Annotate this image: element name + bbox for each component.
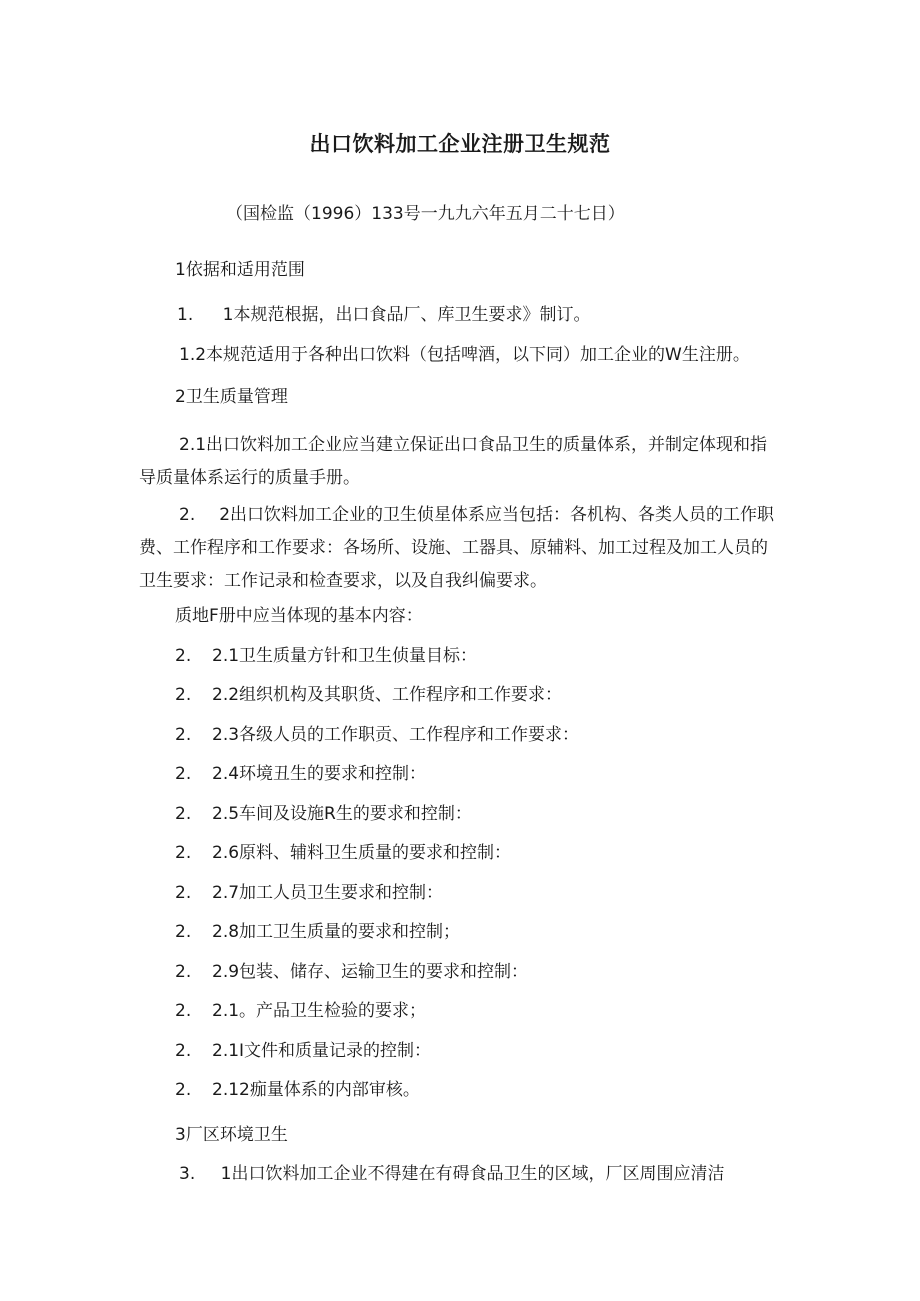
paragraph-number: 1. bbox=[177, 305, 194, 325]
item-text: 2.9包装、储存、运输卫生的要求和控制： bbox=[212, 962, 529, 982]
item-text: 2.1。产品卫生检验的要求； bbox=[212, 1001, 427, 1021]
item-text: 2.1卫生质量方针和卫生侦量目标： bbox=[212, 646, 478, 666]
item-text: 2.7加工人员卫生要求和控制： bbox=[212, 883, 444, 903]
paragraph-text: 1出口饮料加工企业不得建在有碍食品卫生的区域，厂区周围应清洁 bbox=[220, 1164, 725, 1184]
section-1-2-paragraph: 1.2本规范适用于各种出口饮料（包括啤酒，以下同）加工企业的W生注册。 bbox=[179, 345, 750, 365]
item-text: 2.3各级人员的工作职贡、工作程序和工作要求： bbox=[212, 725, 580, 745]
list-item bbox=[175, 684, 562, 706]
item-text: 2.12痂量体系的内部审核。 bbox=[212, 1080, 420, 1100]
section-1-heading: 1依据和适用范围 bbox=[175, 260, 305, 280]
item-number: 2. bbox=[175, 1041, 192, 1061]
section-3-1-paragraph bbox=[179, 1163, 724, 1185]
section-2-1-paragraph: 2.1出口饮料加工企业应当建立保证出口食品卫生的质量体系，并制定体现和指导质量体系运行的质量手册。 bbox=[139, 435, 768, 488]
item-text: 2.1I文件和质量记录的控制： bbox=[212, 1041, 432, 1061]
list-item bbox=[175, 1040, 431, 1062]
item-number: 2. bbox=[175, 843, 192, 863]
item-number: 2. bbox=[175, 804, 192, 824]
item-number: 2. bbox=[175, 922, 192, 942]
section-2-2-paragraph bbox=[139, 499, 779, 598]
list-item bbox=[175, 1000, 426, 1022]
item-number: 2. bbox=[175, 764, 192, 784]
item-text: 2.8加工卫生质量的要求和控制； bbox=[212, 922, 461, 942]
item-number: 2. bbox=[175, 962, 192, 982]
item-number: 2. bbox=[175, 1080, 192, 1100]
list-item bbox=[175, 803, 472, 825]
manual-intro: 质地F册中应当体现的基本内容： bbox=[175, 606, 423, 626]
list-item bbox=[175, 1079, 420, 1101]
document-title: 出口饮料加工企业注册卫生规范 bbox=[309, 132, 611, 156]
list-item bbox=[175, 921, 460, 943]
list-item bbox=[175, 842, 511, 864]
item-number: 2. bbox=[175, 725, 192, 745]
section-1-1-paragraph bbox=[177, 304, 590, 326]
list-item bbox=[175, 645, 477, 667]
list-item bbox=[175, 882, 443, 904]
item-number: 2. bbox=[175, 883, 192, 903]
list-item bbox=[175, 961, 528, 983]
paragraph-number: 2. bbox=[179, 505, 196, 525]
list-item bbox=[175, 763, 426, 785]
document-subtitle: （国检监（1996）133号一九九六年五月二十七日） bbox=[226, 204, 625, 224]
paragraph-number: 3. bbox=[179, 1164, 196, 1184]
list-item bbox=[175, 724, 579, 746]
item-text: 2.5车间及设施R生的要求和控制： bbox=[212, 804, 472, 824]
section-3-heading: 3厂区环境卫生 bbox=[175, 1125, 288, 1145]
paragraph-text: 1本规范根据，出口食品厂、库卫生要求》制订。 bbox=[222, 305, 591, 325]
section-2-heading: 2卫生质量管理 bbox=[175, 387, 288, 407]
item-text: 2.4环境丑生的要求和控制： bbox=[212, 764, 427, 784]
item-text: 2.6原料、辅料卫生质量的要求和控制： bbox=[212, 843, 512, 863]
item-number: 2. bbox=[175, 685, 192, 705]
item-number: 2. bbox=[175, 1001, 192, 1021]
paragraph-text: 2出口饮料加工企业的卫生侦星体系应当包括：各机构、各类人员的工作职费、工作程序和工作要求：各场所、设施、工器具、原辅料、加工过程及加工人员的卫生要求：工作记录和检查要求，以及自我纠偏要求。 bbox=[139, 505, 775, 591]
item-number: 2. bbox=[175, 646, 192, 666]
item-text: 2.2组织机构及其职货、工作程序和工作要求： bbox=[212, 685, 563, 705]
